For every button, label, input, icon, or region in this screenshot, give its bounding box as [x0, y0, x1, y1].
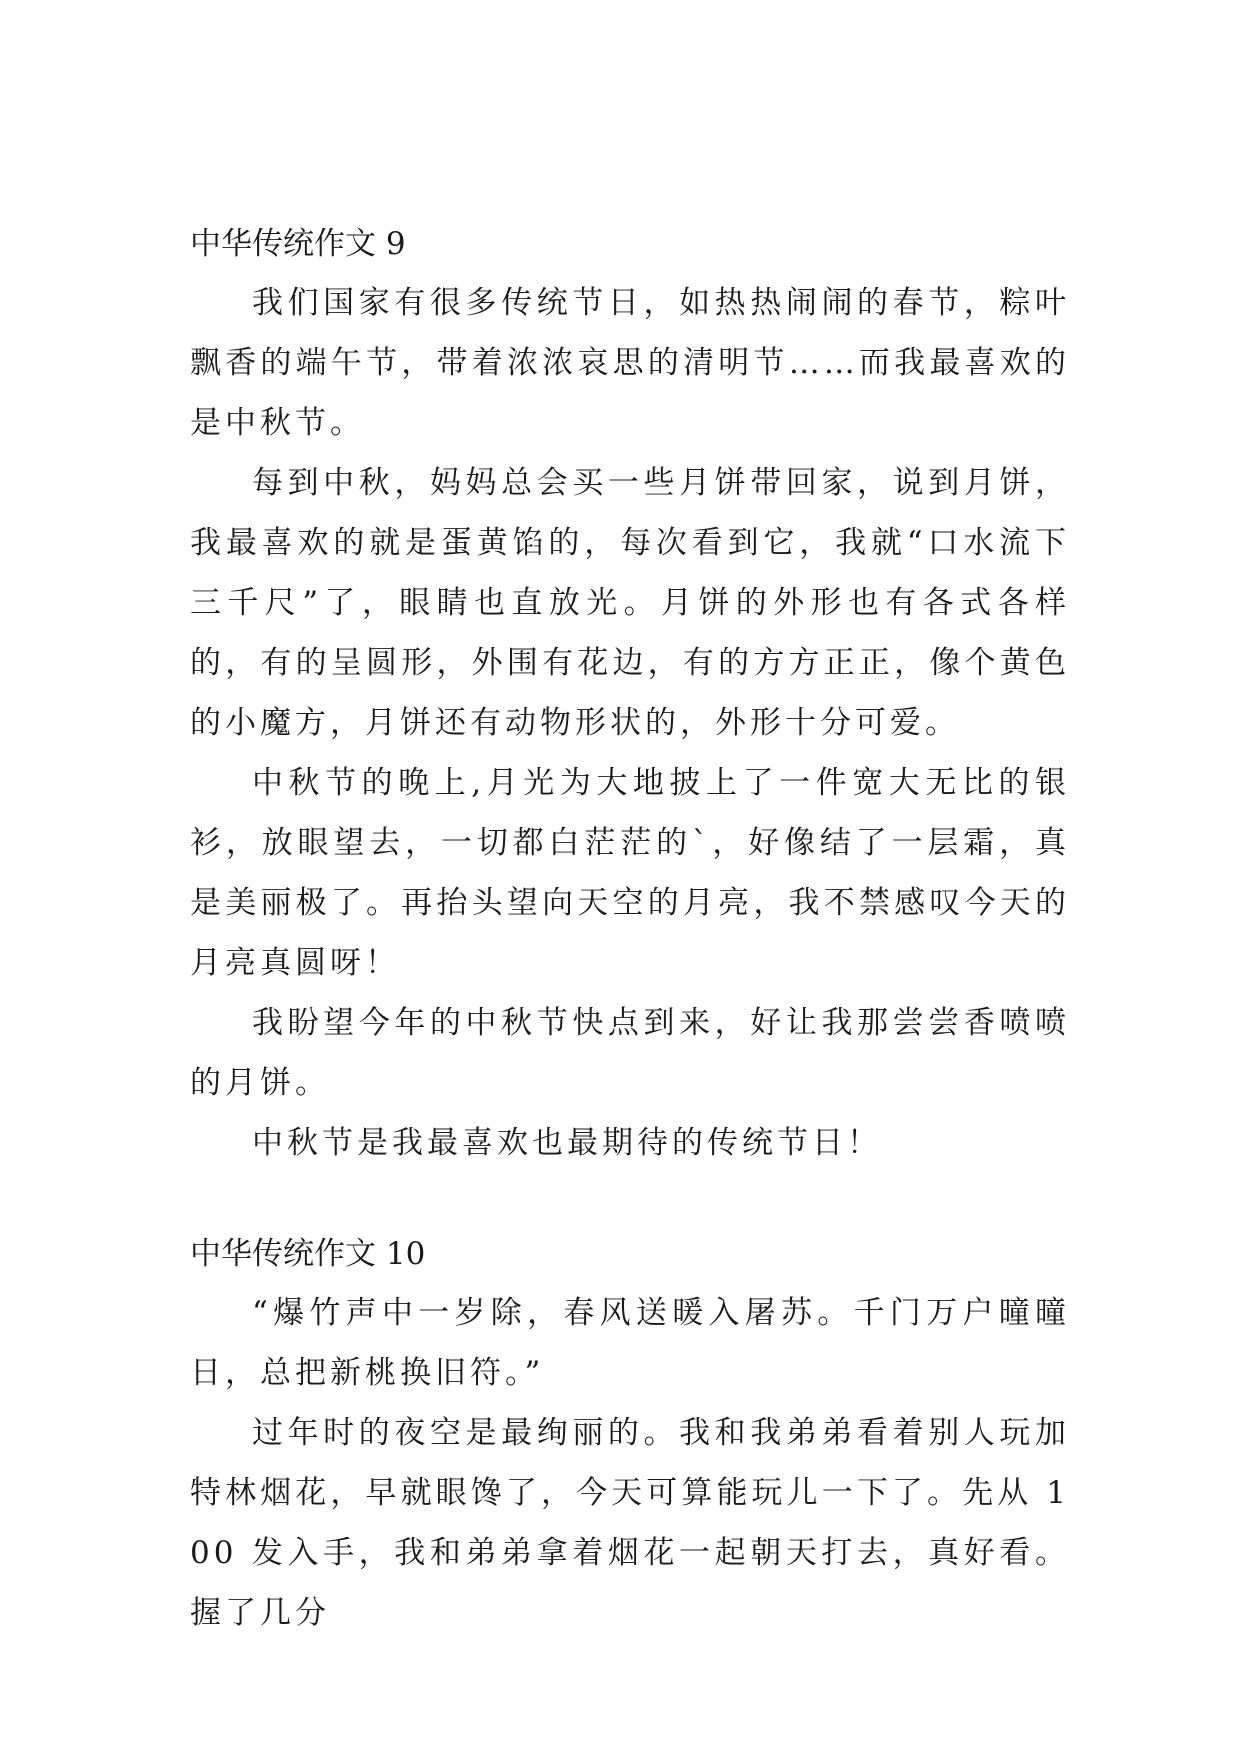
document-page — [190, 215, 1070, 1643]
paragraph: 过年时的夜空是最绚丽的。我和我弟弟看着别人玩加特林烟花，早就眼馋了，今天可算能玩儿一下了。先从 100 发入手，我和弟弟拿着烟花一起朝天打去，真好看。握了几分 — [190, 1415, 1070, 1631]
paragraph: 每到中秋，妈妈总会买一些月饼带回家，说到月饼，我最喜欢的就是蛋黄馅的，每次看到它，我就“口水流下三千尺”了，眼睛也直放光。月饼的外形也有各式各样的，有的呈圆形，外围有花边，有的方方正正，像个黄色的小魔方，月饼还有动物形状的，外形十分可爱。 — [190, 465, 1070, 741]
essay-section-10 — [190, 1225, 1070, 1643]
paragraph: 中秋节是我最喜欢也最期待的传统节日！ — [252, 1125, 882, 1161]
section-heading: 中华传统作文 10 — [190, 1236, 426, 1272]
paragraph: “爆竹声中一岁除，春风送暖入屠苏。千门万户曈曈日，总把新桃换旧符。” — [190, 1295, 1070, 1391]
paragraph: 我盼望今年的中秋节快点到来，好让我那尝尝香喷喷的月饼。 — [190, 1005, 1070, 1101]
essay-section-9 — [190, 215, 1070, 1173]
section-heading: 中华传统作文 9 — [190, 226, 406, 262]
section-spacer — [190, 1173, 1070, 1225]
paragraph: 我们国家有很多传统节日，如热热闹闹的春节，粽叶飘香的端午节，带着浓浓哀思的清明节……而我最喜欢的是中秋节。 — [190, 285, 1070, 441]
paragraph: 中秋节的晚上,月光为大地披上了一件宽大无比的银衫，放眼望去，一切都白茫茫的`，好像结了一层霜，真是美丽极了。再抬头望向天空的月亮，我不禁感叹今天的月亮真圆呀！ — [190, 765, 1070, 981]
